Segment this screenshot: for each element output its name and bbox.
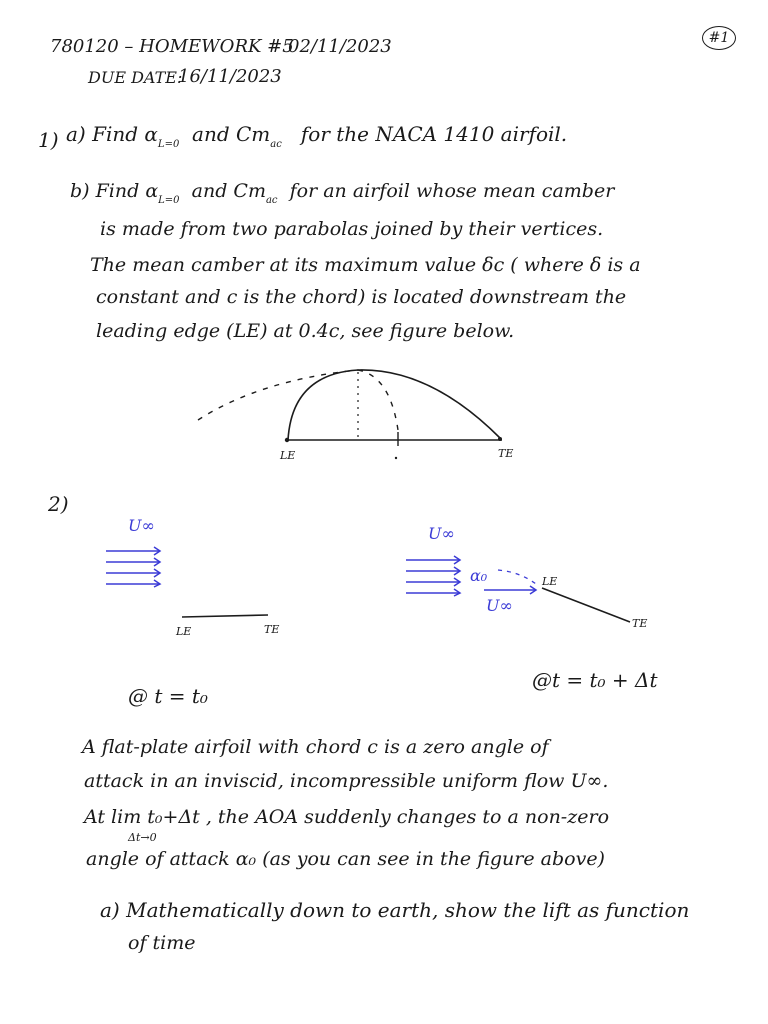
problem-1a-find: Find α — [92, 122, 158, 146]
problem-1a-rest: for the NACA 1410 airfoil. — [300, 122, 568, 146]
right-flow-label-2: U∞ — [486, 596, 513, 615]
problem-1a-and-cm: and Cm — [192, 122, 271, 146]
right-le-label: LE — [542, 575, 558, 588]
problem-1b-line2: is made from two parabolas joined by their vertices. — [100, 218, 604, 240]
cm-ac-subscript-b: ac — [265, 195, 278, 206]
left-flow-label: U∞ — [128, 516, 155, 535]
left-le-label: LE — [176, 625, 192, 638]
problem-2-line2: attack in an inviscid, incompressible uniform flow U∞. — [84, 770, 609, 792]
problem-2a-text: Mathematically down to earth, show the lift as function — [126, 898, 690, 922]
right-flow-arrows — [404, 554, 468, 596]
problem-2-limit-subscript: Δt→0 — [128, 831, 157, 844]
course-title: 780120 – HOMEWORK #5 — [50, 36, 294, 57]
problem-2-line1: A flat-plate airfoil with chord c is a zero angle of — [82, 736, 549, 758]
fig1-le-label: LE — [280, 449, 296, 462]
problem-1b-line3: The mean camber at its maximum value δc ( where δ is a — [90, 254, 641, 276]
te-point — [498, 437, 502, 441]
left-time-label: @ t = t₀ — [128, 684, 208, 708]
problem-1b-line5: leading edge (LE) at 0.4c, see figure below. — [96, 320, 515, 342]
right-flow-label: U∞ — [428, 524, 455, 543]
left-flow-arrows — [104, 545, 168, 587]
left-te-label: TE — [264, 623, 280, 636]
parabola-dashed-rear — [358, 370, 398, 430]
camber-front-parabola — [288, 370, 358, 440]
due-date-label: DUE DATE: — [88, 68, 183, 87]
right-te-label: TE — [632, 617, 648, 630]
problem-1b-line1-rest: for an airfoil whose mean camber — [289, 180, 615, 202]
fig1-te-label: TE — [498, 447, 514, 460]
problem-1a-text — [66, 122, 568, 150]
le-point — [285, 438, 289, 442]
page-number: #1 — [702, 26, 736, 50]
problem-2a-line1 — [100, 900, 689, 920]
right-time-label: @t = t₀ + Δt — [532, 668, 658, 692]
problem-1b-line1 — [70, 180, 615, 206]
left-flat-plate — [180, 612, 272, 620]
right-alpha-label: α₀ — [470, 566, 488, 585]
center-dot — [395, 457, 397, 459]
due-date: 16/11/2023 — [178, 66, 282, 87]
alpha-l0-subscript: L=0 — [157, 139, 180, 150]
problem-2a-label: a) — [100, 898, 120, 922]
alpha-l0-subscript-b: L=0 — [158, 195, 180, 206]
problem-1a-label: a) — [66, 122, 86, 146]
camber-figure — [180, 360, 520, 470]
problem-2-number: 2) — [48, 492, 69, 516]
problem-2a-line2: of time — [128, 932, 196, 954]
parabola-dashed-extension — [198, 370, 358, 420]
problem-2-line3 — [84, 808, 609, 827]
problem-1b-and-cm: and Cm — [191, 180, 266, 202]
camber-rear-parabola — [358, 370, 500, 438]
cm-ac-subscript: ac — [270, 139, 282, 150]
issue-date: 02/11/2023 — [288, 36, 392, 57]
problem-1-number: 1) — [38, 128, 59, 152]
problem-2-line3-text: At lim t₀+Δt , the AOA suddenly changes to a non-zero — [84, 806, 610, 828]
inclined-plate — [542, 588, 630, 622]
problem-1b-line4: constant and c is the chord) is located downstream the — [96, 286, 627, 308]
problem-1b-label: b) — [70, 180, 90, 202]
problem-2-line4: angle of attack α₀ (as you can see in the figure above) — [86, 848, 605, 870]
aoa-dashed-arc — [498, 570, 536, 584]
problem-1b-find: Find α — [95, 180, 159, 202]
